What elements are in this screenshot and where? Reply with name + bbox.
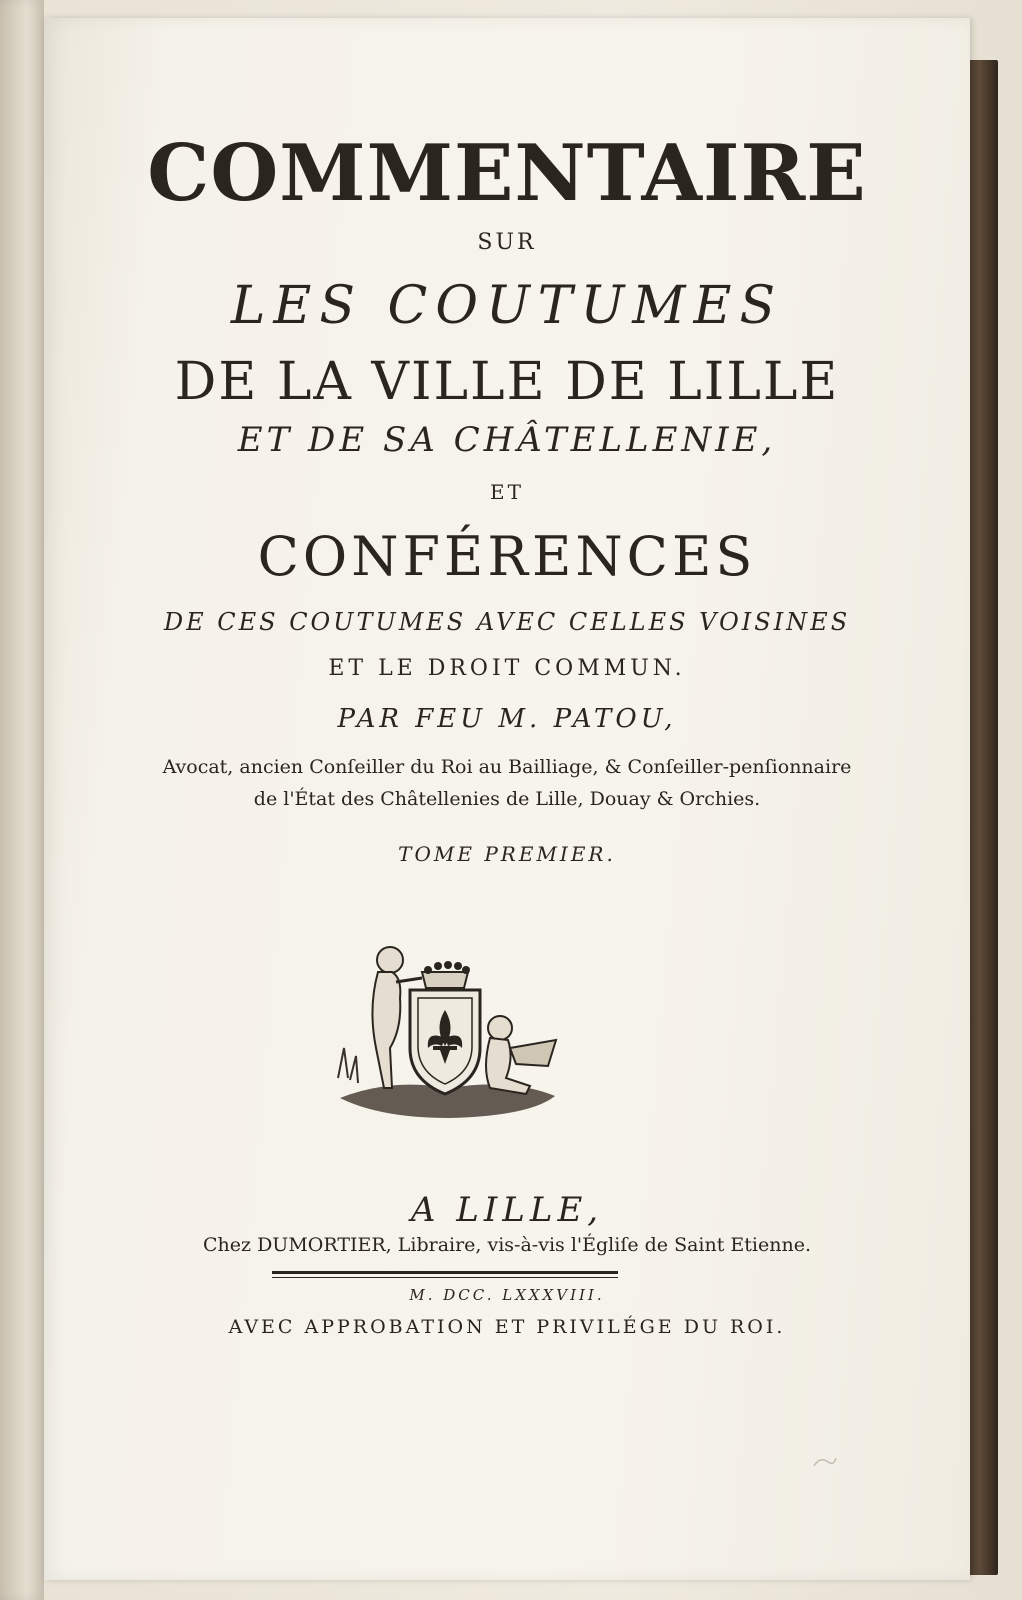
- imprint-publisher: Chez DUMORTIER, Libraire, vis-à-vis l'Égliſe de Saint Etienne.: [203, 1234, 811, 1256]
- volume-label: TOME PREMIER.: [398, 842, 616, 866]
- author-line: PAR FEU M. PATOU,: [337, 704, 677, 734]
- title-line-droit: ET LE DROIT COMMUN.: [328, 656, 686, 681]
- imprint-approbation: AVEC APPROBATION ET PRIVILÉGE DU ROI.: [228, 1316, 786, 1338]
- paper-stain-mark: [810, 1452, 840, 1472]
- author-role-line-1: Avocat, ancien Conſeiller du Roi au Bailliage, & Conſeiller-penſionnaire: [162, 756, 852, 778]
- title-page: [44, 18, 970, 1580]
- author-role-line-2: de l'État des Châtellenies de Lille, Douay & Orchies.: [253, 788, 761, 810]
- title-line-conferences: CONFÉRENCES: [257, 525, 757, 588]
- title-line-chatellenie: ET DE SA CHÂTELLENIE,: [237, 420, 777, 460]
- coat-of-arms-with-cherubs-icon: [330, 938, 570, 1128]
- book-title: COMMENTAIRE: [147, 128, 867, 219]
- title-connector-sur: SUR: [477, 230, 537, 255]
- title-connector-et: ET: [490, 480, 524, 504]
- imprint-place: A LILLE,: [410, 1190, 604, 1230]
- title-line-ville: DE LA VILLE DE LILLE: [174, 352, 840, 412]
- title-line-coutumes: LES COUTUMES: [230, 276, 784, 336]
- title-line-voisines: DE CES COUTUMES AVEC CELLES VOISINES: [163, 608, 851, 636]
- imprint-rule-thin: [272, 1277, 618, 1278]
- imprint-rule-thick: [272, 1271, 618, 1274]
- imprint-year: M. DCC. LXXXVIII.: [409, 1286, 605, 1304]
- book-cover-board: [968, 60, 998, 1575]
- left-page-edge: [0, 0, 44, 1600]
